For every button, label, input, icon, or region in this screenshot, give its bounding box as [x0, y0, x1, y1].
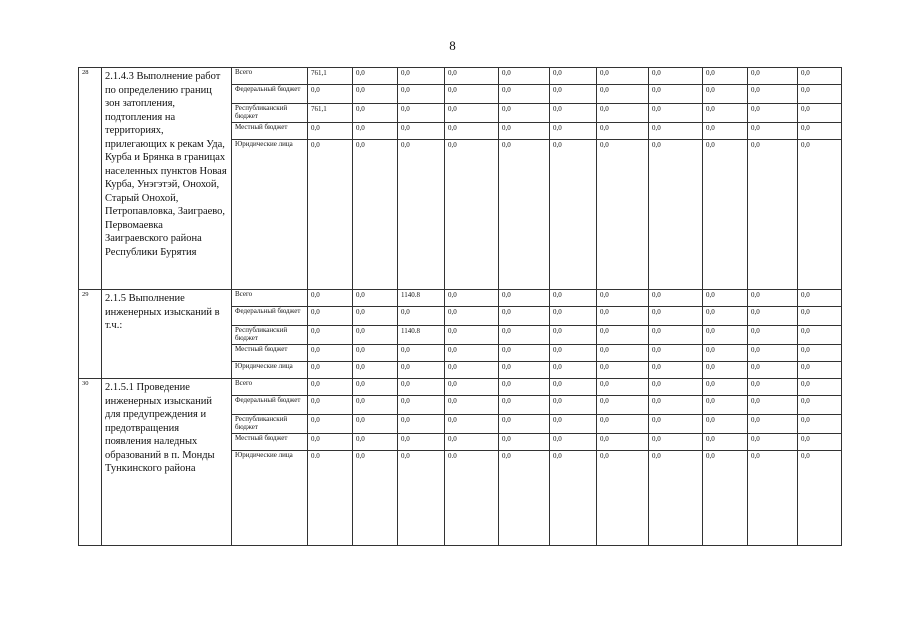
value-cell: 0,0: [597, 396, 649, 415]
value-cell: 0,0: [798, 123, 842, 140]
value-cell: 0,0: [353, 307, 398, 326]
value-cell: 0,0: [748, 362, 798, 379]
value-cell: 0,0: [748, 434, 798, 451]
value-cell: 0,0: [703, 326, 748, 345]
funding-source: Юридические лица: [232, 451, 308, 546]
value-cell: 0,0: [308, 85, 353, 104]
value-cell: 0,0: [748, 307, 798, 326]
table-row: [79, 290, 842, 307]
value-cell: 0,0: [398, 68, 445, 85]
funding-source: Всего: [232, 68, 308, 85]
value-cell: 0,0: [649, 68, 703, 85]
value-cell: 0,0: [499, 415, 550, 434]
activity-name: 2.1.4.3 Выполнение работ по определению границ зон затопления, подтопления на территориях, прилегающих к рекам Уда, Курба и Брянка в границах населенных пунктов Новая Курба, Унэгэтэй, Онохой, Старый Онохой, Петропавловка, Заиграево, Первомаевка Заиграевского района Республики Бурятия: [102, 68, 232, 290]
value-cell: 0,0: [703, 85, 748, 104]
value-cell: 0,0: [353, 326, 398, 345]
row-number: 29: [79, 290, 102, 379]
value-cell: 0,0: [649, 396, 703, 415]
value-cell: 0,0: [499, 68, 550, 85]
value-cell: 0,0: [353, 396, 398, 415]
value-cell: 0,0: [703, 415, 748, 434]
value-cell: 0,0: [597, 362, 649, 379]
value-cell: 0,0: [353, 415, 398, 434]
value-cell: 0,0: [798, 140, 842, 290]
value-cell: 0,0: [597, 104, 649, 123]
value-cell: 0,0: [398, 451, 445, 546]
funding-source: Юридические лица: [232, 140, 308, 290]
value-cell: 0,0: [748, 104, 798, 123]
value-cell: 0,0: [445, 85, 499, 104]
value-cell: 0,0: [649, 307, 703, 326]
value-cell: 0,0: [353, 104, 398, 123]
value-cell: 0,0: [597, 85, 649, 104]
value-cell: 0,0: [798, 362, 842, 379]
value-cell: 0,0: [308, 140, 353, 290]
value-cell: 0,0: [445, 104, 499, 123]
value-cell: 0,0: [308, 362, 353, 379]
value-cell: 0,0: [703, 123, 748, 140]
funding-source: Республиканский бюджет: [232, 415, 308, 434]
value-cell: 0,0: [398, 307, 445, 326]
value-cell: 0,0: [748, 123, 798, 140]
value-cell: 0,0: [550, 68, 597, 85]
value-cell: 0,0: [398, 140, 445, 290]
value-cell: 0,0: [353, 345, 398, 362]
funding-source: Республиканский бюджет: [232, 326, 308, 345]
funding-source: Всего: [232, 379, 308, 396]
value-cell: 0,0: [499, 290, 550, 307]
value-cell: 761,1: [308, 104, 353, 123]
value-cell: 0,0: [398, 345, 445, 362]
value-cell: 0,0: [550, 85, 597, 104]
value-cell: 0,0: [445, 396, 499, 415]
value-cell: 0,0: [499, 140, 550, 290]
value-cell: 0,0: [550, 104, 597, 123]
value-cell: 0,0: [597, 434, 649, 451]
value-cell: 0,0: [550, 345, 597, 362]
value-cell: 0,0: [445, 345, 499, 362]
row-number: 30: [79, 379, 102, 546]
funding-source: Федеральный бюджет: [232, 307, 308, 326]
value-cell: 0,0: [748, 290, 798, 307]
value-cell: 0,0: [353, 123, 398, 140]
value-cell: 0,0: [649, 290, 703, 307]
value-cell: 0,0: [597, 307, 649, 326]
value-cell: 0,0: [550, 434, 597, 451]
value-cell: 0,0: [597, 326, 649, 345]
value-cell: 0,0: [550, 123, 597, 140]
value-cell: 0,0: [649, 123, 703, 140]
value-cell: 0,0: [798, 104, 842, 123]
value-cell: 0,0: [499, 326, 550, 345]
value-cell: 0,0: [445, 290, 499, 307]
value-cell: 0,0: [353, 434, 398, 451]
value-cell: 0,0: [597, 68, 649, 85]
value-cell: 0,0: [798, 326, 842, 345]
value-cell: 0,0: [703, 451, 748, 546]
value-cell: 0,0: [703, 362, 748, 379]
funding-source: Федеральный бюджет: [232, 396, 308, 415]
value-cell: 0,0: [703, 345, 748, 362]
activity-name: 2.1.5 Выполнение инженерных изысканий в т.ч.:: [102, 290, 232, 379]
table-body: [79, 68, 842, 546]
value-cell: 0,0: [550, 396, 597, 415]
row-number: 28: [79, 68, 102, 290]
value-cell: 0,0: [649, 326, 703, 345]
value-cell: 0,0: [308, 379, 353, 396]
value-cell: 0,0: [748, 326, 798, 345]
value-cell: 0,0: [499, 85, 550, 104]
funding-source: Всего: [232, 290, 308, 307]
value-cell: 0,0: [798, 345, 842, 362]
value-cell: 0,0: [353, 451, 398, 546]
value-cell: 0,0: [445, 140, 499, 290]
value-cell: 0,0: [597, 451, 649, 546]
value-cell: 0,0: [798, 307, 842, 326]
value-cell: 0,0: [703, 396, 748, 415]
value-cell: 0,0: [703, 140, 748, 290]
value-cell: 0,0: [398, 362, 445, 379]
funding-source: Республиканский бюджет: [232, 104, 308, 123]
value-cell: 0,0: [499, 434, 550, 451]
value-cell: 0,0: [798, 290, 842, 307]
value-cell: 0,0: [649, 85, 703, 104]
value-cell: 0,0: [703, 68, 748, 85]
value-cell: 0,0: [353, 362, 398, 379]
value-cell: 0,0: [445, 307, 499, 326]
value-cell: 0,0: [398, 379, 445, 396]
value-cell: 0,0: [798, 415, 842, 434]
value-cell: 0,0: [398, 415, 445, 434]
value-cell: 0,0: [748, 396, 798, 415]
value-cell: 0,0: [798, 451, 842, 546]
funding-source: Федеральный бюджет: [232, 85, 308, 104]
value-cell: 0,0: [649, 415, 703, 434]
value-cell: 0,0: [748, 415, 798, 434]
value-cell: 0,0: [308, 307, 353, 326]
value-cell: 1140.8: [398, 326, 445, 345]
value-cell: 0,0: [748, 85, 798, 104]
value-cell: 0,0: [353, 68, 398, 85]
value-cell: 0,0: [597, 345, 649, 362]
value-cell: 0,0: [353, 140, 398, 290]
value-cell: 0,0: [445, 326, 499, 345]
value-cell: 0,0: [445, 362, 499, 379]
activity-name: 2.1.5.1 Проведение инженерных изысканий для предупреждения и предотвращения появления наледных образований в п. Монды Тункинского района: [102, 379, 232, 546]
value-cell: 0,0: [597, 379, 649, 396]
value-cell: 0,0: [798, 434, 842, 451]
value-cell: 0,0: [703, 379, 748, 396]
value-cell: 0,0: [398, 123, 445, 140]
value-cell: 0,0: [703, 307, 748, 326]
page-number: 8: [449, 38, 456, 53]
value-cell: 0,0: [748, 68, 798, 85]
value-cell: 0,0: [499, 396, 550, 415]
value-cell: 0,0: [649, 379, 703, 396]
value-cell: 0,0: [499, 104, 550, 123]
value-cell: 0,0: [798, 68, 842, 85]
table-row: [79, 68, 842, 85]
value-cell: 0,0: [308, 396, 353, 415]
value-cell: 0,0: [748, 345, 798, 362]
value-cell: 0,0: [308, 434, 353, 451]
value-cell: 0,0: [308, 123, 353, 140]
value-cell: 0,0: [308, 345, 353, 362]
table-row: [79, 379, 842, 396]
value-cell: 0.0: [445, 451, 499, 546]
value-cell: 0,0: [550, 140, 597, 290]
value-cell: 0,0: [353, 379, 398, 396]
budget-table: [78, 67, 842, 546]
value-cell: 0,0: [550, 290, 597, 307]
value-cell: 0,0: [550, 379, 597, 396]
value-cell: 0,0: [445, 379, 499, 396]
value-cell: 0,0: [445, 415, 499, 434]
value-cell: 0,0: [748, 379, 798, 396]
value-cell: 0,0: [649, 140, 703, 290]
value-cell: 0,0: [649, 104, 703, 123]
funding-source: Местный бюджет: [232, 345, 308, 362]
funding-source: Местный бюджет: [232, 434, 308, 451]
value-cell: 0,0: [308, 326, 353, 345]
value-cell: 0,0: [748, 451, 798, 546]
value-cell: 0,0: [499, 451, 550, 546]
value-cell: 0,0: [499, 123, 550, 140]
value-cell: 0,0: [445, 434, 499, 451]
value-cell: 0,0: [550, 362, 597, 379]
value-cell: 0,0: [703, 434, 748, 451]
value-cell: 0,0: [798, 396, 842, 415]
value-cell: 0,0: [748, 140, 798, 290]
value-cell: 0,0: [445, 68, 499, 85]
value-cell: 0,0: [499, 345, 550, 362]
value-cell: 0,0: [308, 415, 353, 434]
value-cell: 0,0: [499, 379, 550, 396]
value-cell: 0,0: [649, 434, 703, 451]
value-cell: 0,0: [550, 326, 597, 345]
value-cell: 0,0: [398, 104, 445, 123]
value-cell: 0.0: [308, 451, 353, 546]
value-cell: 761,1: [308, 68, 353, 85]
value-cell: 0,0: [550, 451, 597, 546]
value-cell: 0,0: [597, 290, 649, 307]
value-cell: 0,0: [649, 451, 703, 546]
value-cell: 0,0: [798, 379, 842, 396]
value-cell: 1140.8: [398, 290, 445, 307]
value-cell: 0,0: [398, 434, 445, 451]
value-cell: 0,0: [353, 290, 398, 307]
value-cell: 0,0: [597, 123, 649, 140]
value-cell: 0,0: [550, 307, 597, 326]
value-cell: 0,0: [597, 415, 649, 434]
value-cell: 0,0: [398, 85, 445, 104]
value-cell: 0,0: [499, 362, 550, 379]
value-cell: 0,0: [649, 362, 703, 379]
value-cell: 0,0: [798, 85, 842, 104]
value-cell: 0,0: [550, 415, 597, 434]
value-cell: 0,0: [308, 290, 353, 307]
value-cell: 0,0: [499, 307, 550, 326]
value-cell: 0,0: [649, 345, 703, 362]
value-cell: 0,0: [597, 140, 649, 290]
value-cell: 0,0: [703, 104, 748, 123]
funding-source: Юридические лица: [232, 362, 308, 379]
funding-source: Местный бюджет: [232, 123, 308, 140]
value-cell: 0,0: [398, 396, 445, 415]
value-cell: 0,0: [445, 123, 499, 140]
value-cell: 0,0: [353, 85, 398, 104]
value-cell: 0,0: [703, 290, 748, 307]
